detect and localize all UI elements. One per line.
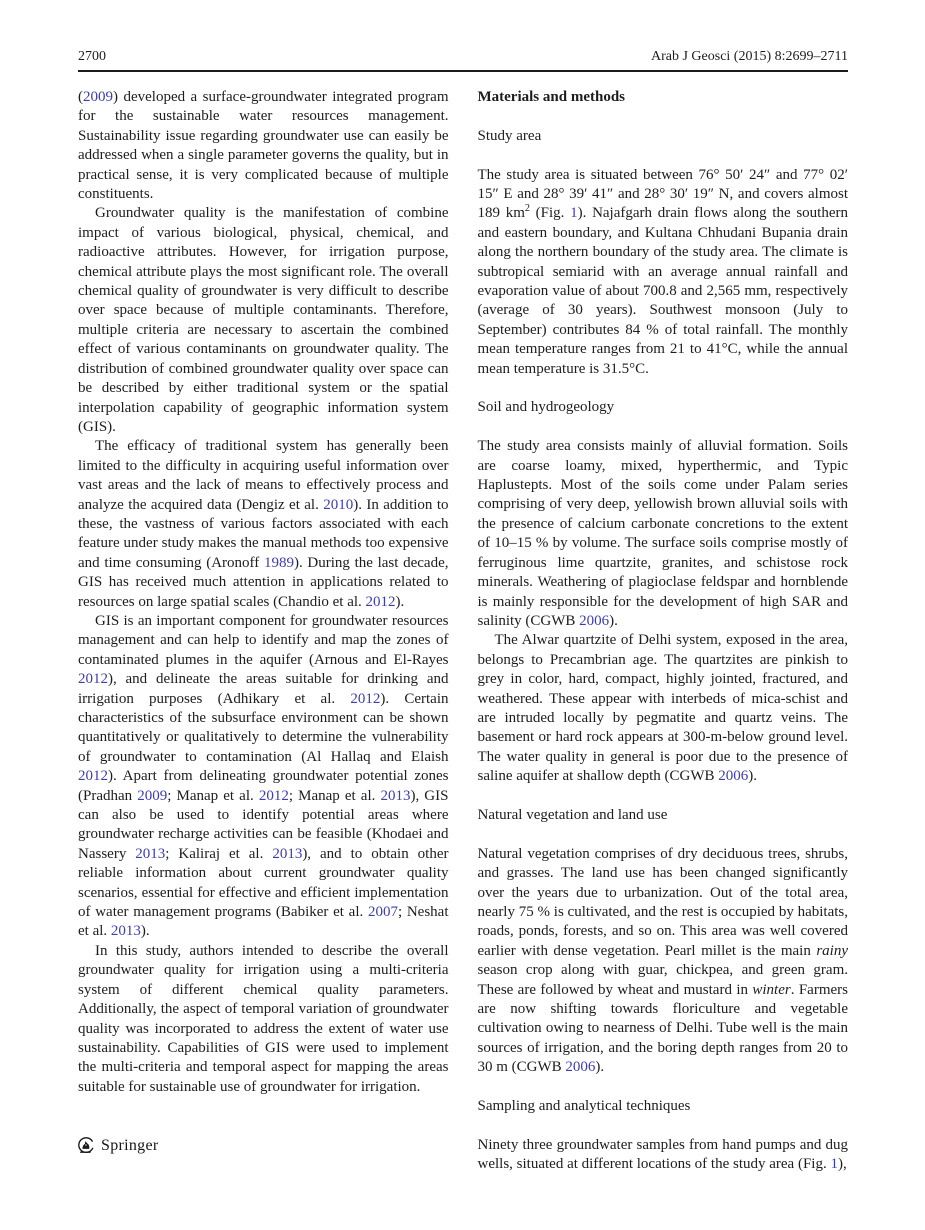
citation-link[interactable]: 2009 xyxy=(137,787,168,804)
text-run: ). In addition to these, the vastness of various factors associated with each feature under study makes the manual methods too expensive and time consuming (Aronoff xyxy=(78,496,449,571)
subsection-heading: Sampling and analytical techniques xyxy=(477,1098,691,1115)
citation-link[interactable]: 2009 xyxy=(83,89,113,105)
text-run: ) developed a surface-groundwater integrated program for the sustainable water resources management. Sustainability issue regarding groundwater use can easily be addressed when a single parameter governs the quality, but in practical sense, it is very complicated because of multiple constituents. xyxy=(78,89,449,203)
citation-link[interactable]: 2006 xyxy=(565,1059,596,1076)
text-run: ). xyxy=(140,923,150,940)
paragraph xyxy=(78,88,449,204)
text-run: GIS is an important component for groundwater resources management and can help to identify and map the zones of contaminated plumes in the aquifer (Arnous and El-Rayes xyxy=(78,612,449,668)
citation-link[interactable]: 2007 xyxy=(367,904,398,921)
text-run: (Fig. xyxy=(529,205,571,222)
springer-horse-icon xyxy=(76,1136,95,1155)
text-run: The efficacy of traditional system has generally been limited to the difficulty in acquiring useful information over vast areas and the lack of means to effectively process and analyze the acquired data (Dengiz et al. xyxy=(78,438,449,513)
citation-link[interactable]: 2013 xyxy=(272,845,303,862)
text-run: ). xyxy=(609,612,618,629)
citation-link[interactable]: 2013 xyxy=(110,923,141,940)
citation-link[interactable]: 2013 xyxy=(135,845,166,862)
text-run: The study area consists mainly of alluvial formation. Soils are coarse loamy, mixed, hyperthermic, and Typic Haplustepts. Most of the soils come under Palam series comprising of very deep, yellowish brown alluvial soils with the presence of calcium carbonate concretions to the extent of 10–15 % by volume. The surface soils comprise mostly of ferruginous lime quartzite, granites, and schistose rock minerals. Weathering of plagioclase feldspar and hornblende is mainly responsible for the development of high SAR and salinity (CGWB xyxy=(477,438,848,629)
text-run: ). xyxy=(395,593,405,610)
text-run: ), GIS can also be used to identify potential areas where groundwater recharge activities can be feasible (Khodaei and Nassery xyxy=(78,787,449,862)
text-run: The Alwar quartzite of Delhi system, exposed in the area, belongs to Precambrian age. The quartzites are pinkish to grey in color, hard, compact, highly jointed, fractured, and weathered. These appear with interbeds of mica-schist and are intruded locally by pegmatite and quartz veins. The basement or hard rock appears at 300-m-below ground level. The water quality in general is poor due to the presence of saline aquifer at shallow depth (CGWB xyxy=(477,632,848,785)
text-run: The study area is situated between 76° 50′ 24″ and 77° 02′ 15″ E and 28° 39′ 41″ and 28° 30′ 19″ N, and covers almost 189 km xyxy=(477,166,848,222)
paragraph xyxy=(78,942,449,1097)
journal-reference: Arab J Geosci (2015) 8:2699–2711 xyxy=(650,49,848,64)
text-run: . Farmers are now shifting towards floriculture and vegetable cultivation owing to nearness of Delhi. Tube well is the main sources of irrigation, and the boring depth ranges from 20 to 30 m (CGWB xyxy=(477,981,848,1076)
text-run: ). During the last decade, GIS has received much attention in applications related to resources on large spatial scales (Chandio et al. xyxy=(78,554,449,610)
text-run: ; Kaliraj et al. xyxy=(165,845,273,862)
text-run: ). Apart from delineating groundwater potential zones (Pradhan xyxy=(78,768,449,804)
text-run: rainy xyxy=(816,942,848,959)
citation-link[interactable]: 2012 xyxy=(258,787,289,804)
text-run: In this study, authors intended to describe the overall groundwater quality for irrigation using a multi-criteria system of different chemical quality parameters. Additionally, the aspect of temporal variation of groundwater quality was incorporated to address the extent of water use sustainability. Capabilities of GIS were used to implement the multi-criteria and temporal aspect for mapping the areas suitable for sustainable use of groundwater for irrigation. xyxy=(78,942,449,1095)
text-run: Ninety three groundwater samples from hand pumps and dug wells, situated at different locations of the study area (Fig. xyxy=(477,1136,848,1173)
citation-link[interactable]: 2012 xyxy=(78,671,108,688)
page-header xyxy=(78,49,848,65)
text-run: Natural vegetation comprises of dry deciduous trees, shrubs, and grasses. The land use has been changed significantly over the years due to urbanization. Out of the total area, nearly 75 % is cultivated, and the rest is occupied by habitats, roads, ponds, forests, and so on. This area was well covered earlier with dense vegetation. Pearl millet is the main xyxy=(477,845,848,959)
citation-link[interactable]: 2006 xyxy=(579,612,610,629)
publisher-name: Springer xyxy=(101,1136,159,1154)
right-column xyxy=(478,88,849,1175)
citation-link[interactable]: 1989 xyxy=(263,554,294,571)
paragraph xyxy=(478,166,849,379)
citation-link[interactable]: 2012 xyxy=(365,593,396,610)
paragraph xyxy=(478,1136,849,1175)
paragraph xyxy=(78,437,449,612)
text-run: ). Najafgarh drain flows along the southern and eastern boundary, and Kultana Chhudani Bupania drain along the northern boundary of the study area. The climate is subtropical semiarid with an average annual rainfall and evaporation value of about 700.8 and 2,565 mm, respectively (average of 30 years). Southwest monsoon (July to September) contributes 84 % of total rainfall. The monthly mean temperature ranges from 21 to 41°C, while the annual mean temperature is 31.5°C. xyxy=(477,205,848,377)
text-run: Groundwater quality is the manifestation of combine impact of various biological, physical, chemical, and radioactive attributes. However, for irrigation purpose, chemical attribute plays the most significant role. The overall chemical quality of groundwater is very difficult to describe over space because of multiple contaminants. Therefore, multiple criteria are necessary to ascertain the combined effect of various contaminants on groundwater quality. The distribution of combined groundwater quality over space can be described by either traditional system or the spatial interpolation capability of geographic information system (GIS). xyxy=(78,205,449,435)
text-run: ), and delineate the areas suitable for drinking and irrigation purposes (Adhikary et al. xyxy=(78,671,449,707)
text-run: ), and to obtain other reliable information about current groundwater quality scenarios, essential for effective and efficient implementation of water management programs (Babiker et al. xyxy=(78,845,449,921)
citation-link[interactable]: 2012 xyxy=(78,768,108,785)
subsection-heading: Study area xyxy=(477,127,542,144)
paragraph xyxy=(478,845,849,1078)
subsection-heading: Natural vegetation and land use xyxy=(477,806,668,823)
citation-link[interactable]: 1 xyxy=(570,205,578,222)
text-run: ; Manap et al. xyxy=(288,787,381,804)
text-run: winter xyxy=(752,981,791,998)
paragraph xyxy=(478,437,849,631)
subsection-heading: Soil and hydrogeology xyxy=(477,399,615,416)
citation-link[interactable]: 2010 xyxy=(323,496,354,513)
left-column xyxy=(78,88,449,1175)
text-run: ( xyxy=(78,89,83,105)
paragraph xyxy=(78,612,449,942)
header-rule xyxy=(78,70,848,72)
text-run: ). Certain characteristics of the subsurface environment can be shown quantitatively or qualitatively to determine the vulnerability of groundwater to contamination (Al Hallaq and Elaish xyxy=(78,690,449,765)
text-run: season crop along with guar, chickpea, and green gram. These are followed by wheat and mustard in xyxy=(477,962,848,998)
citation-link[interactable]: 2012 xyxy=(350,690,381,707)
text-run: ; Neshat et al. xyxy=(78,904,449,940)
citation-link[interactable]: 1 xyxy=(830,1156,838,1173)
paragraph xyxy=(478,631,849,786)
text-run: ; Manap et al. xyxy=(167,787,259,804)
citation-link[interactable]: 2006 xyxy=(718,768,749,785)
paragraph xyxy=(78,204,449,437)
page-footer xyxy=(76,1136,159,1155)
page-number: 2700 xyxy=(78,49,106,64)
text-run: ). xyxy=(595,1059,605,1076)
section-heading: Materials and methods xyxy=(477,89,625,105)
text-run: 2 xyxy=(524,203,530,215)
text-run: ). xyxy=(748,768,758,785)
article-body xyxy=(78,88,848,1175)
text-run: ), xyxy=(837,1156,847,1173)
citation-link[interactable]: 2013 xyxy=(380,787,411,804)
